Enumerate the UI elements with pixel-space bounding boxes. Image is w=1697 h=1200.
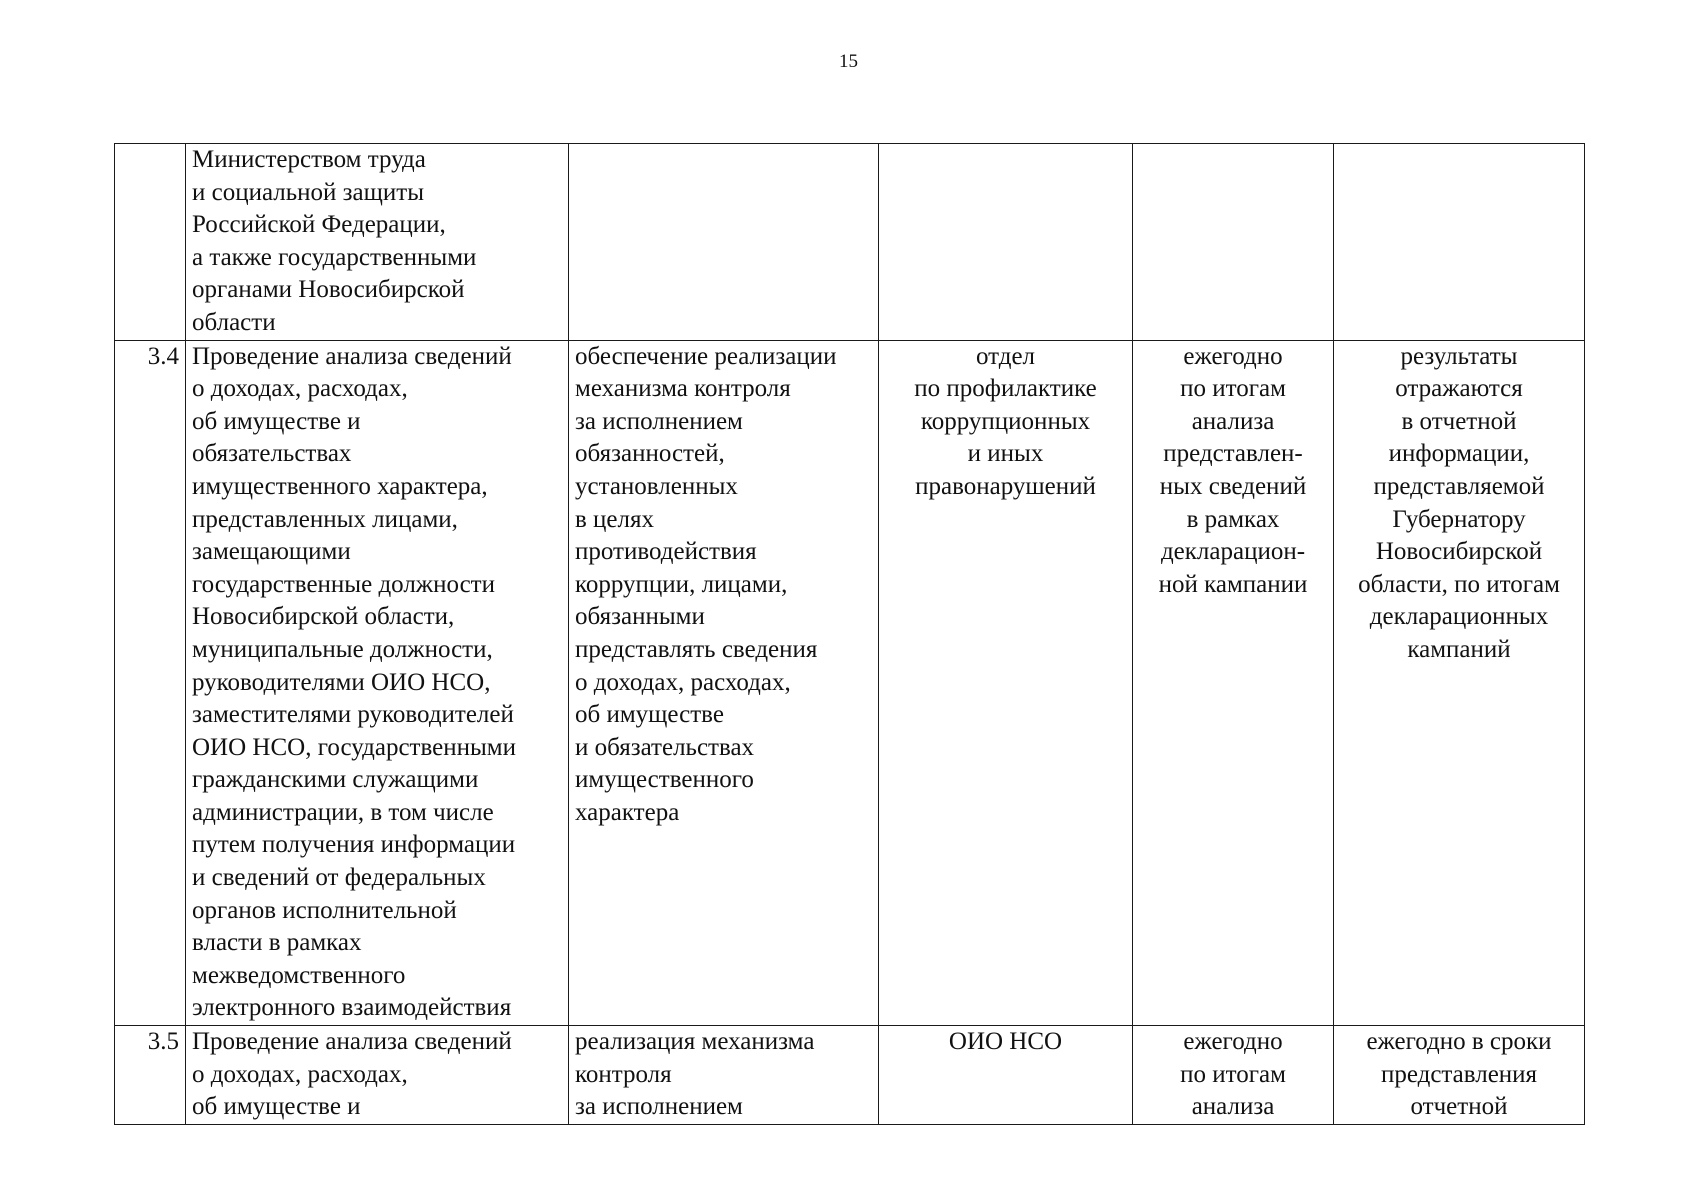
result-cell: ежегодно в сроки представления отчетной [1334, 1026, 1585, 1125]
term-cell: ежегодно по итогам анализа [1133, 1026, 1334, 1125]
table-row [115, 1026, 1585, 1125]
purpose-cell [569, 144, 879, 341]
action-cell: Проведение анализа сведений о доходах, расходах, об имуществе и [186, 1026, 569, 1125]
responsible-cell: отдел по профилактике коррупционных и иных правонарушений [879, 340, 1133, 1025]
action-cell: Проведение анализа сведений о доходах, расходах, об имуществе и обязательствах имущественного характера, представленных лицами, замещающими государственные должности Новосибирской области, муниципальные должности, руководителями ОИО НСО, заместителями руководителей ОИО НСО, государственными гражданскими служащими администрации, в том числе путем получения информации и сведений от федеральных органов исполнительной власти в рамках межведомственного электронного взаимодействия [186, 340, 569, 1025]
row-number-cell: 3.4 [115, 340, 186, 1025]
purpose-cell: обеспечение реализации механизма контроля за исполнением обязанностей, установленных в целях противодействия коррупции, лицами, обязанными представлять сведения о доходах, расходах, об имуществе и обязательствах имущественного характера [569, 340, 879, 1025]
responsible-cell [879, 144, 1133, 341]
action-cell: Министерством труда и социальной защиты Российской Федерации, а также государственными органами Новосибирской области [186, 144, 569, 341]
row-number-cell [115, 144, 186, 341]
term-cell: ежегодно по итогам анализа представлен- ных сведений в рамках декларацион- ной кампании [1133, 340, 1334, 1025]
purpose-cell: реализация механизма контроля за исполнением [569, 1026, 879, 1125]
page-number: 15 [839, 51, 858, 72]
result-cell [1334, 144, 1585, 341]
table-row [115, 340, 1585, 1025]
responsible-cell: ОИО НСО [879, 1026, 1133, 1125]
row-number-cell: 3.5 [115, 1026, 186, 1125]
result-cell: результаты отражаются в отчетной информации, представляемой Губернатору Новосибирской области, по итогам декларационных кампаний [1334, 340, 1585, 1025]
measures-table [114, 143, 1585, 1125]
term-cell [1133, 144, 1334, 341]
table-row [115, 144, 1585, 341]
